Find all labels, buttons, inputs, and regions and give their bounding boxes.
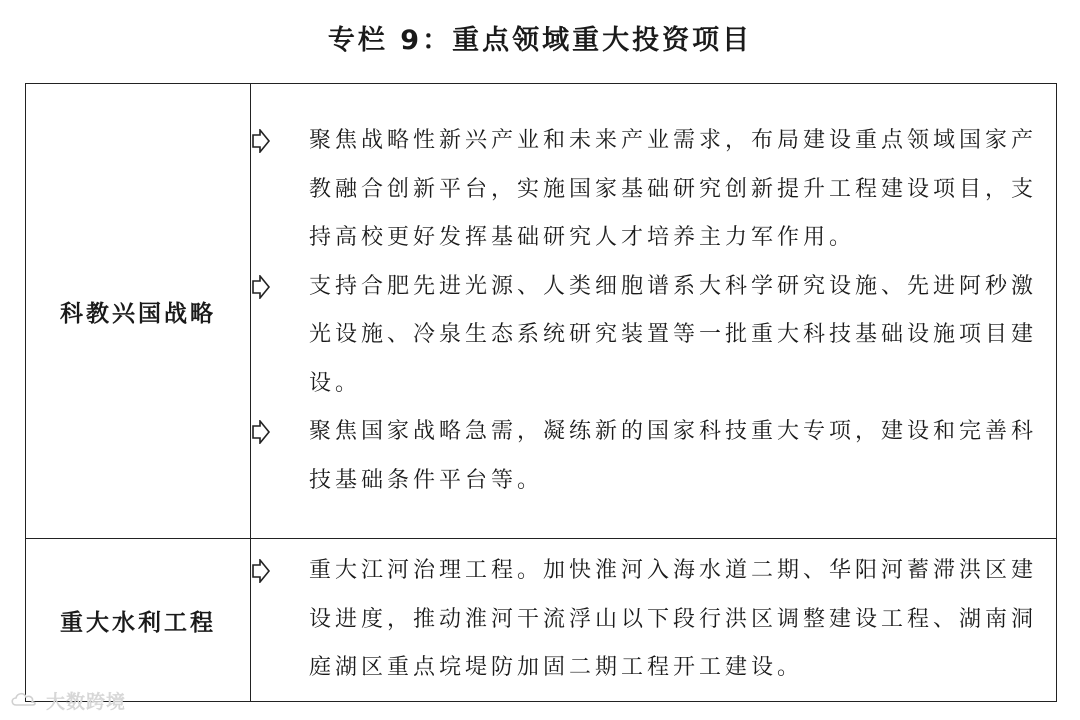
category-cell: 重大水利工程 xyxy=(26,539,251,702)
table-row xyxy=(26,539,1057,702)
items-cell xyxy=(251,84,1057,539)
list-item-text: 聚焦国家战略急需，凝练新的国家科技重大专项，建设和完善科技基础条件平台等。 xyxy=(309,419,1038,493)
hollow-right-arrow-icon xyxy=(251,129,271,153)
category-cell: 科教兴国战略 xyxy=(26,84,251,539)
list-item-text: 支持合肥先进光源、人类细胞谱系大科学研究设施、先进阿秒激光设施、冷泉生态系统研究装置等一批重大科技基础设施项目建设。 xyxy=(309,273,1038,396)
hollow-right-arrow-icon xyxy=(251,420,271,444)
list-item xyxy=(251,547,1056,693)
items-cell xyxy=(251,539,1057,702)
hollow-right-arrow-icon xyxy=(251,275,271,299)
watermark xyxy=(46,687,126,714)
list-item xyxy=(251,263,1056,409)
list-item-text: 重大江河治理工程。加快淮河入海水道二期、华阳河蓄滞洪区建设进度，推动淮河干流浮山以下段行洪区调整建设工程、湖南洞庭湖区重点垸堤防加固二期工程开工建设。 xyxy=(309,558,1038,681)
table-row xyxy=(26,84,1057,539)
list-item-text: 聚焦战略性新兴产业和未来产业需求，布局建设重点领域国家产教融合创新平台，实施国家基础研究创新提升工程建设项目，支持高校更好发挥基础研究人才培养主力军作用。 xyxy=(309,128,1038,250)
section-title: 专栏 9：重点领域重大投资项目 xyxy=(327,25,753,56)
cloud-logo-icon xyxy=(10,690,44,708)
watermark-text: 大数跨境 xyxy=(46,691,127,713)
hollow-right-arrow-icon xyxy=(251,559,271,583)
list-item xyxy=(251,117,1056,263)
project-table xyxy=(25,83,1057,702)
list-item xyxy=(251,408,1056,505)
